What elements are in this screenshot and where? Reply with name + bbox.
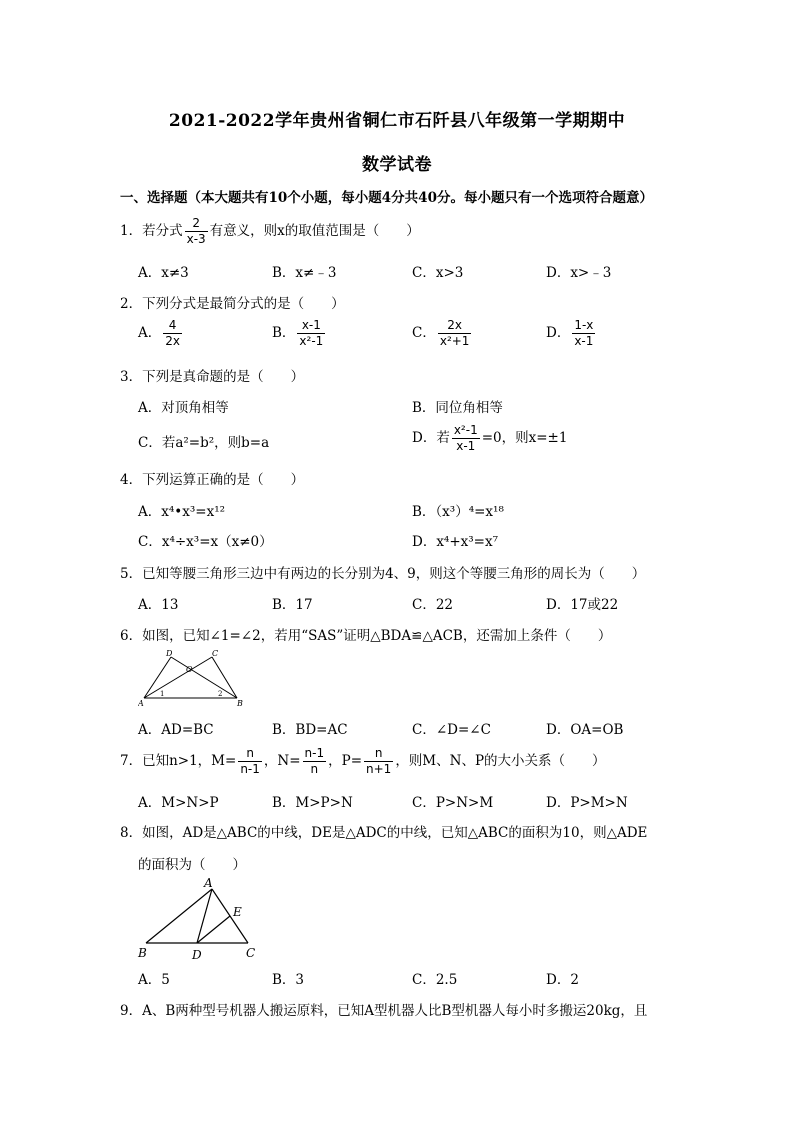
q8-option-a: A．5 [138,972,170,988]
q2-label-d: D． [546,325,571,341]
q8-label-d: D [192,948,202,961]
q1-prefix: 1．若分式 [120,223,183,239]
q8-option-c: C．2.5 [412,972,458,988]
q6-option-a: A．AD=BC [138,722,214,738]
q6-segment-bc [212,657,237,698]
q4-option-d: D．x⁴+x³=x⁷ [412,534,499,550]
q6-label-angle2: 2 [218,690,223,698]
q7-p-num: n [364,746,393,762]
q3-option-b: B．同位角相等 [412,400,503,416]
exam-title: 2021-2022学年贵州省铜仁市石阡县八年级第一学期期中 [168,111,626,131]
q8-segment-ad [197,889,212,943]
q7-option-a: A．M>N>P [138,795,219,811]
q4-option-c: C．x⁴÷x³=x（x≠0） [138,534,273,550]
q2-frac-d-den: x-1 [574,334,594,348]
q5-option-a: A．13 [138,597,179,613]
q6-label-d: D [166,649,173,658]
q6-option-d: D．OA=OB [546,722,624,738]
question-3: 3．下列是真命题的是（ ） [120,369,305,385]
q6-label-b: B [237,699,243,706]
q8-segment-de [197,916,230,943]
q2-label-a: A． [138,325,162,341]
q2-frac-a-den: 2x [165,334,180,348]
q2-frac-c-den: x²+1 [439,334,470,348]
q6-segment-ac [144,657,212,698]
q8-option-b: B．3 [272,972,305,988]
q3-d-fraction [452,423,480,454]
q2-option-d [546,318,597,349]
q7-frac-m [238,746,262,777]
q7-option-c: C．P>N>M [412,795,494,811]
q2-frac-c-num: 2x [438,318,472,334]
q3-option-d [412,423,567,454]
q7-p-den: n+1 [366,762,392,776]
section-heading: 一、选择题（本大题共有10个小题，每小题4分共40分。每小题只有一个选项符合题意） [120,190,653,206]
q7-p-label: ，P= [328,753,363,769]
q3-option-c: C．若a²=b²，则b=a [138,435,270,451]
q3-d-num: x²-1 [453,423,478,437]
q2-option-a [138,318,184,349]
q6-option-c: C．∠D=∠C [412,722,491,738]
q2-frac-b [297,318,325,349]
q1-option-a: A．x≠3 [138,265,189,281]
q6-option-b: B．BD=AC [272,722,348,738]
q7-option-b: B．M>P>N [272,795,353,811]
q1-option-c: C．x>3 [412,265,464,281]
q2-frac-c [438,318,472,349]
q7-suffix: ，则M、N、P的大小关系（ ） [395,753,606,769]
q7-m-den: n-1 [240,762,260,776]
q2-frac-d [572,318,595,349]
q8-label-a: A [204,876,213,890]
q8-segment-ab [146,889,212,943]
q6-label-c: C [212,649,219,658]
q2-option-b [272,318,327,349]
q2-frac-b-den: x²-1 [299,334,324,348]
q7-n-num: n-1 [304,746,325,760]
q1-frac-num: 2 [185,216,208,232]
q2-label-b: B． [272,325,296,341]
q2-label-c: C． [412,325,436,341]
question-8-line1: 8．如图，AD是△ABC的中线，DE是△ADC的中线，已知△ABC的面积为10，则△ADE [120,825,648,841]
question-8-line2: 的面积为（ ） [138,857,246,873]
q7-option-d: D．P>M>N [546,795,628,811]
q7-n-label: ，N= [263,753,301,769]
q2-frac-b-num: x-1 [297,318,325,334]
q6-label-a: A [138,699,144,706]
question-4: 4．下列运算正确的是（ ） [120,472,305,488]
q2-option-c [412,318,473,349]
q7-n-den: n [310,762,319,776]
q7-frac-n [303,746,327,777]
q1-frac-den: x-3 [186,232,206,246]
q3-option-a: A．对顶角相等 [138,400,229,416]
q1-option-d: D．x>﹣3 [546,265,612,281]
q7-prefix: 7．已知n>1，M= [120,753,237,769]
q5-option-b: B．17 [272,597,313,613]
q7-frac-p [364,746,393,777]
q8-label-e: E [233,905,242,919]
question-7 [120,746,606,777]
question-9: 9．A、B两种型号机器人搬运原料，已知A型机器人比B型机器人每小时多搬运20kg，且 [120,1003,648,1019]
q8-option-d: D．2 [546,972,579,988]
q6-label-o: O [186,665,193,674]
question-5: 5．已知等腰三角形三边中有两边的长分别为4、9，则这个等腰三角形的周长为（ ） [120,566,646,582]
q5-option-c: C．22 [412,597,454,613]
question-6: 6．如图，已知∠1=∠2，若用“SAS”证明△BDA≌△ACB，还需加上条件（ ） [120,628,612,644]
q6-segment-db [171,657,237,698]
exam-subtitle: 数学试卷 [362,155,432,175]
q4-option-a: A．x⁴•x³=x¹² [138,504,226,520]
q2-frac-a [163,318,182,349]
question-1 [120,216,420,247]
q6-figure [138,648,244,706]
q8-figure [136,875,266,961]
q4-option-b: B．（x³）⁴=x¹⁸ [412,504,504,520]
q6-segment-ad [144,657,171,698]
q3-d-suffix: =0，则x=±1 [481,430,568,446]
q7-m-num: n [238,746,262,762]
q5-option-d: D．17或22 [546,597,619,613]
q1-option-b: B．x≠﹣3 [272,265,337,281]
q3-d-prefix: D．若 [412,430,450,446]
q8-label-c: C [246,946,256,960]
q1-fraction [185,216,208,247]
q8-label-b: B [138,946,147,960]
q2-frac-d-num: 1-x [574,318,594,332]
q2-frac-a-num: 4 [163,318,182,334]
q3-d-den: x-1 [456,439,476,453]
q6-label-angle1: 1 [160,690,165,698]
q1-suffix: 有意义，则x的取值范围是（ ） [209,223,420,239]
question-2: 2．下列分式是最简分式的是（ ） [120,296,345,312]
